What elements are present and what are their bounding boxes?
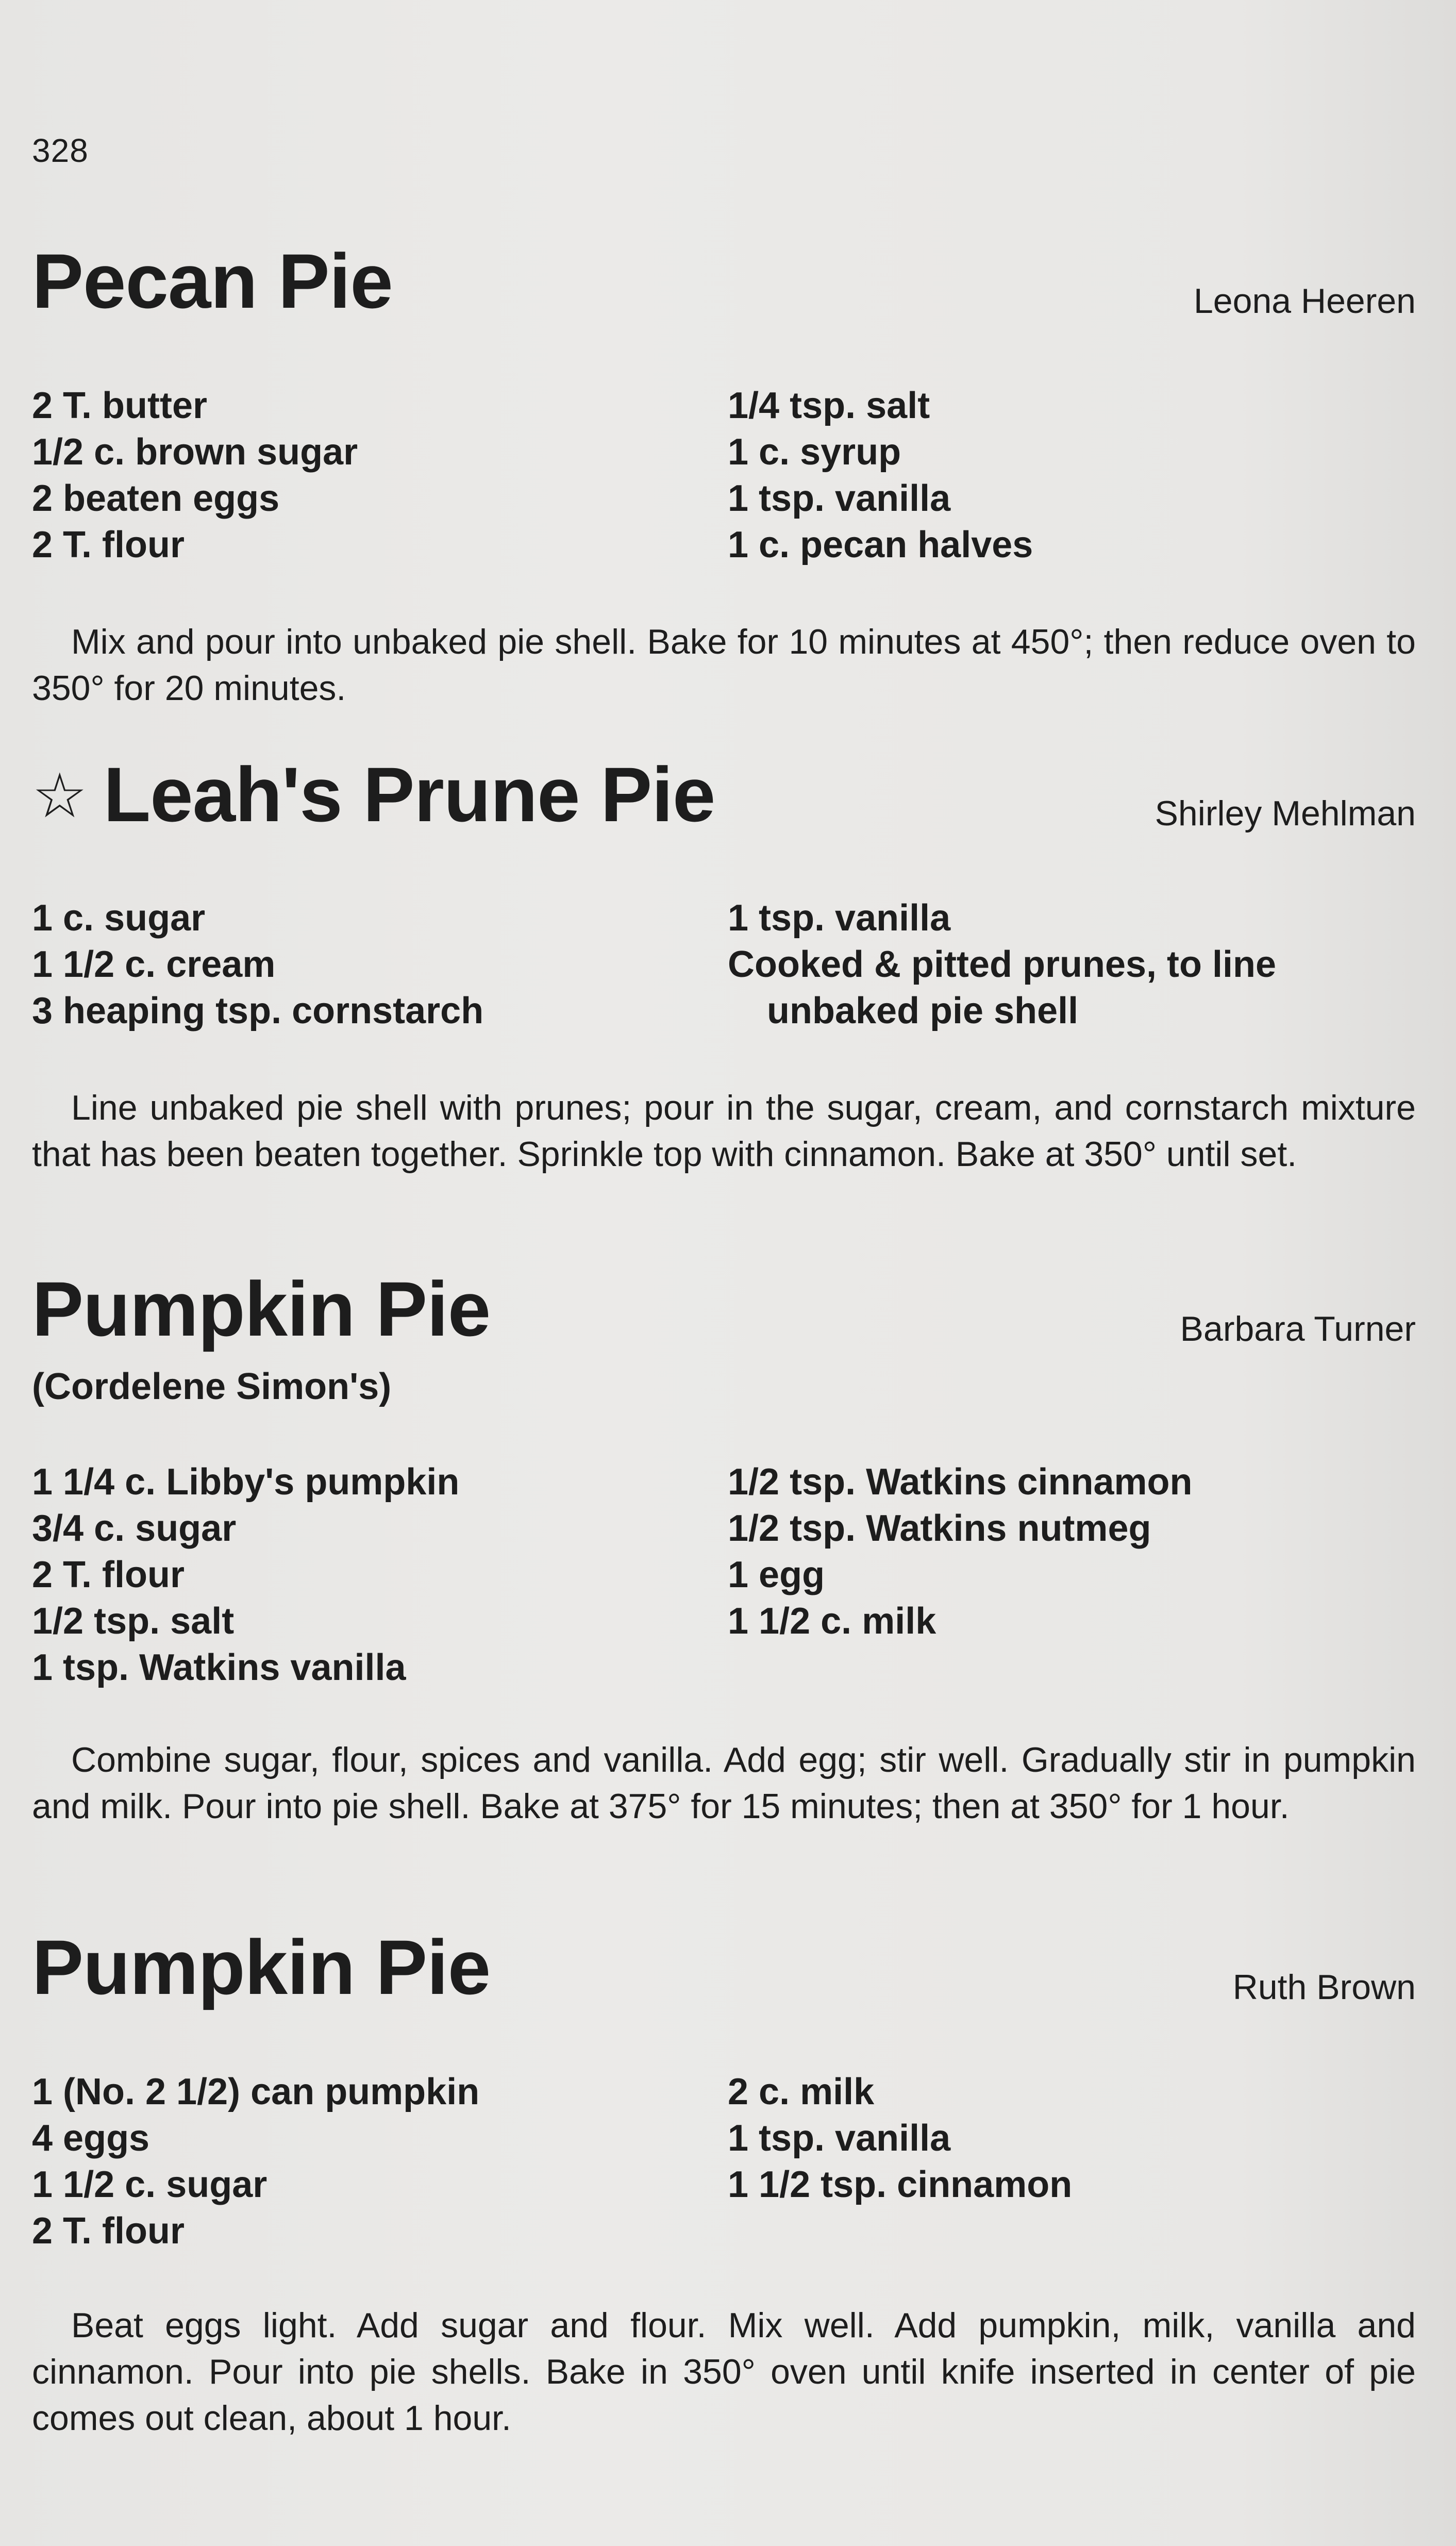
ingredient: 1 1/2 c. cream (32, 944, 276, 985)
recipe-title: Pecan Pie (32, 238, 393, 324)
recipe-directions: Mix and pour into unbaked pie shell. Bake for 10 minutes at 450°; then reduce oven to 350° for 20 minutes. (32, 622, 1416, 708)
page-number: 328 (32, 132, 89, 169)
ingredient: 4 eggs (32, 2118, 150, 2159)
recipe-title: Pumpkin Pie (32, 1266, 491, 1352)
ingredients-right (728, 382, 1033, 568)
ingredient: 2 T. butter (32, 385, 208, 426)
ingredient: 1 c. pecan halves (728, 524, 1033, 565)
recipe-directions: Line unbaked pie shell with prunes; pour in the sugar, cream, and cornstarch mixture that has been beaten together. Sprinkle top with cinnamon. Bake at 350° until set. (32, 1088, 1416, 1174)
ingredient: 1/4 tsp. salt (728, 385, 930, 426)
ingredient: 1 c. sugar (32, 897, 206, 939)
recipe-title-text: Leah's Prune Pie (103, 751, 715, 838)
ingredient: 1 1/2 c. milk (728, 1601, 936, 1642)
recipe-title: Pumpkin Pie (32, 1924, 491, 2010)
ingredient: 2 T. flour (32, 1554, 185, 1595)
ingredients-left (32, 1459, 459, 1691)
ingredient: 2 T. flour (32, 2210, 185, 2252)
ingredient: 1 1/2 tsp. cinnamon (728, 2164, 1073, 2205)
ingredient: 2 beaten eggs (32, 478, 280, 519)
recipe-title (32, 751, 715, 839)
ingredient: 1 tsp. vanilla (728, 478, 951, 519)
ingredient: 1 tsp. vanilla (728, 897, 951, 939)
ingredients-right (728, 895, 1276, 1034)
ingredient: 2 c. milk (728, 2071, 875, 2112)
ingredient: 1/2 tsp. Watkins cinnamon (728, 1461, 1193, 1503)
ingredient: 1 egg (728, 1554, 825, 1595)
recipe-author: Barbara Turner (1180, 1309, 1416, 1349)
ingredient: 1 tsp. vanilla (728, 2118, 951, 2159)
ingredients-right (728, 2069, 1072, 2208)
ingredient: 1 tsp. Watkins vanilla (32, 1647, 406, 1688)
recipe-author: Ruth Brown (1232, 1968, 1416, 2007)
ingredient: 1/2 c. brown sugar (32, 431, 358, 473)
recipe-directions: Beat eggs light. Add sugar and flour. Mix well. Add pumpkin, milk, vanilla and cinnamon. Pour into pie shells. Bake in 350° oven until knife inserted in center of pie comes out clean, about 1 hour. (32, 2306, 1416, 2438)
ingredient: 1 (No. 2 1/2) can pumpkin (32, 2071, 480, 2112)
recipe-author: Shirley Mehlman (1154, 794, 1416, 833)
ingredient: Cooked & pitted prunes, to line (728, 944, 1277, 985)
recipe-directions: Combine sugar, flour, spices and vanilla. Add egg; stir well. Gradually stir in pumpkin and milk. Pour into pie shell. Bake at 375° for 15 minutes; then at 350° for 1 hour. (32, 1740, 1416, 1826)
ingredient: unbaked pie shell (767, 990, 1079, 1031)
ingredient: 1 1/2 c. sugar (32, 2164, 267, 2205)
ingredient: 1 c. syrup (728, 431, 901, 473)
recipe-author: Leona Heeren (1193, 281, 1416, 321)
ingredient: 1 1/4 c. Libby's pumpkin (32, 1461, 460, 1503)
ingredients-left (32, 382, 358, 568)
ingredients-left (32, 2069, 479, 2254)
recipe-subtitle: (Cordelene Simon's) (32, 1366, 392, 1407)
ingredient: 1/2 tsp. salt (32, 1601, 235, 1642)
ingredient: 1/2 tsp. Watkins nutmeg (728, 1508, 1151, 1549)
star-icon: ☆ (32, 761, 87, 830)
ingredients-right (728, 1459, 1193, 1644)
ingredient: 3 heaping tsp. cornstarch (32, 990, 484, 1031)
ingredients-left (32, 895, 483, 1034)
ingredient: 2 T. flour (32, 524, 185, 565)
ingredient: 3/4 c. sugar (32, 1508, 237, 1549)
